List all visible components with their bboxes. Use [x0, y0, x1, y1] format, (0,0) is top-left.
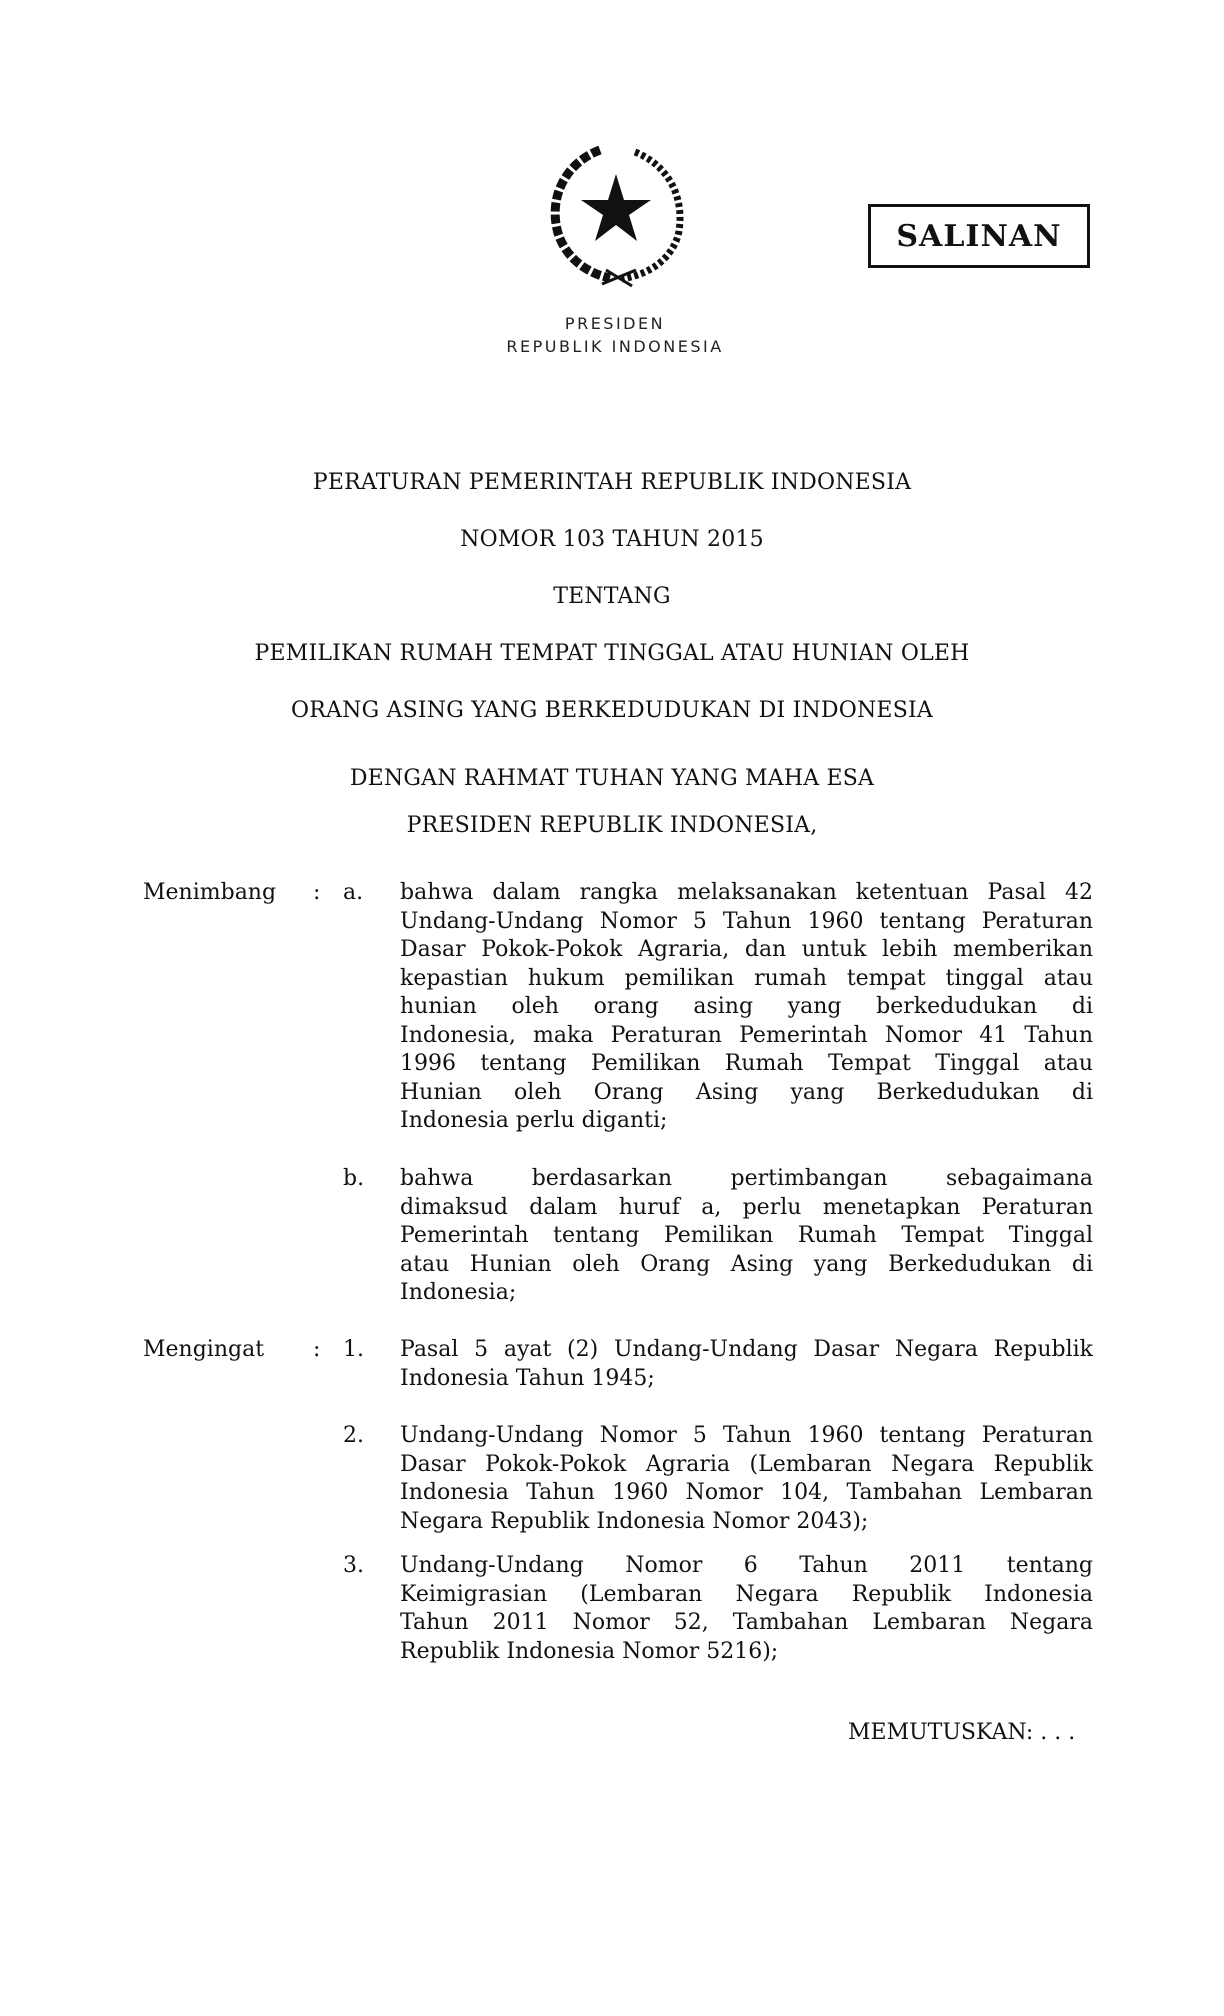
- text-line: Pasal 5 ayat (2) Undang-Undang Dasar Negara Republik: [400, 1337, 1093, 1362]
- text-line: bahwa berdasarkan pertimbangan sebagaimana: [400, 1166, 1093, 1191]
- text-line: Undang-Undang Nomor 5 Tahun 1960 tentang Peraturan: [400, 1423, 1093, 1448]
- item-marker: 2.: [343, 1423, 364, 1448]
- text-line: Indonesia perlu diganti;: [400, 1108, 668, 1133]
- regulation-subject-line1: PEMILIKAN RUMAH TEMPAT TINGGAL ATAU HUNIAN OLEH: [254, 641, 970, 666]
- continuation-marker: MEMUTUSKAN: . . .: [848, 1720, 1076, 1745]
- presidential-seal-icon: [540, 138, 692, 288]
- text-line: Pemerintah tentang Pemilikan Rumah Tempat Tinggal: [400, 1223, 1093, 1248]
- menimbang-label: Menimbang: [143, 880, 277, 905]
- mengingat-item-2: [400, 1422, 1093, 1536]
- item-marker: 1.: [343, 1337, 364, 1362]
- text-line: Negara Republik Indonesia Nomor 2043);: [400, 1508, 869, 1534]
- text-line: Indonesia;: [400, 1280, 517, 1305]
- menimbang-item-b: [400, 1165, 1093, 1308]
- item-marker: 3.: [343, 1553, 364, 1578]
- text-line: bahwa dalam rangka melaksanakan ketentuan Pasal 42: [400, 880, 1093, 905]
- regulation-type: PERATURAN PEMERINTAH REPUBLIK INDONESIA: [312, 470, 912, 495]
- mengingat-colon: :: [313, 1337, 321, 1362]
- salinan-stamp: SALINAN: [868, 204, 1090, 268]
- regulation-subject-line2: ORANG ASING YANG BERKEDUDUKAN DI INDONESIA: [291, 698, 933, 723]
- item-marker: a.: [343, 880, 364, 905]
- text-line: 1996 tentang Pemilikan Rumah Tempat Tinggal atau: [400, 1051, 1093, 1076]
- text-line: Undang-Undang Nomor 6 Tahun 2011 tentang: [400, 1553, 1093, 1578]
- mengingat-label: Mengingat: [143, 1337, 265, 1362]
- mengingat-item-1: [400, 1336, 1093, 1393]
- item-marker: b.: [343, 1166, 365, 1191]
- regulation-number: NOMOR 103 TAHUN 2015: [460, 527, 764, 552]
- text-line: atau Hunian oleh Orang Asing yang Berkedudukan di: [400, 1251, 1093, 1277]
- text-line: Keimigrasian (Lembaran Negara Republik Indonesia: [400, 1581, 1093, 1607]
- text-line: Undang-Undang Nomor 5 Tahun 1960 tentang Peraturan: [400, 908, 1093, 934]
- menimbang-colon: :: [313, 880, 321, 905]
- text-line: hunian oleh orang asing yang berkedudukan di: [400, 994, 1093, 1019]
- emblem-caption-republic: REPUBLIK INDONESIA: [506, 337, 724, 356]
- issuer: PRESIDEN REPUBLIK INDONESIA,: [406, 813, 818, 838]
- menimbang-item-a: [400, 879, 1093, 1136]
- text-line: Indonesia Tahun 1960 Nomor 104, Tambahan Lembaran: [400, 1480, 1093, 1505]
- text-line: kepastian hukum pemilikan rumah tempat tinggal atau: [400, 965, 1093, 991]
- emblem-caption-president: PRESIDEN: [564, 314, 666, 333]
- text-line: Indonesia Tahun 1945;: [400, 1365, 655, 1391]
- tentang-heading: TENTANG: [553, 584, 671, 609]
- mengingat-item-3: [400, 1552, 1093, 1666]
- text-line: Hunian oleh Orang Asing yang Berkedudukan di: [400, 1079, 1093, 1105]
- text-line: Indonesia, maka Peraturan Pemerintah Nomor 41 Tahun: [400, 1022, 1093, 1048]
- invocation: DENGAN RAHMAT TUHAN YANG MAHA ESA: [349, 766, 875, 791]
- text-line: dimaksud dalam huruf a, perlu menetapkan Peraturan: [400, 1194, 1093, 1220]
- text-line: Republik Indonesia Nomor 5216);: [400, 1638, 779, 1664]
- text-line: Tahun 2011 Nomor 52, Tambahan Lembaran Negara: [400, 1610, 1093, 1635]
- text-line: Dasar Pokok-Pokok Agraria, dan untuk lebih memberikan: [400, 937, 1093, 962]
- text-line: Dasar Pokok-Pokok Agraria (Lembaran Negara Republik: [400, 1451, 1093, 1477]
